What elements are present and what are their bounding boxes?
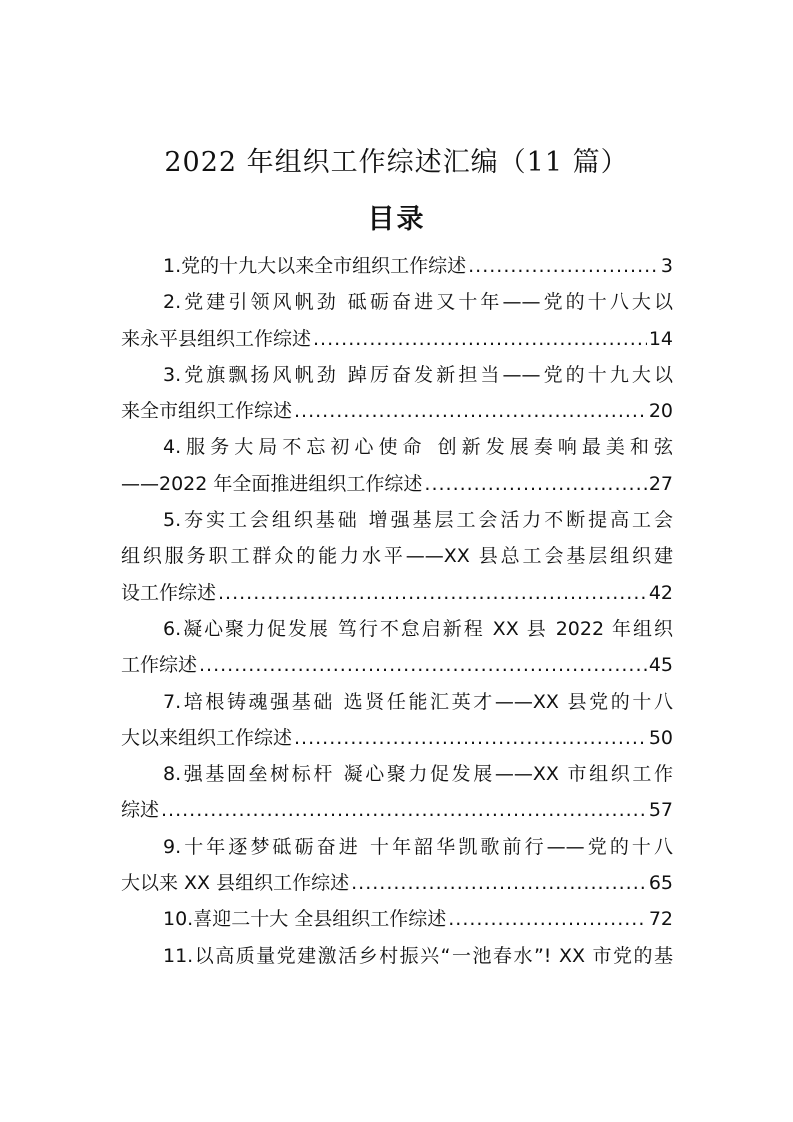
toc-entry[interactable] — [121, 829, 673, 902]
toc-entry-text: 组织服务职工群众的能力水平——XX 县总工会基层组织建 — [121, 545, 673, 568]
toc-page-number: 42 — [648, 581, 673, 604]
toc-entry-text: 2.党建引领风帆劲 砥砺奋进又十年——党的十八大以 — [163, 291, 673, 314]
toc-page-number: 57 — [648, 799, 673, 822]
toc-entry-text: 来全市组织工作综述 — [121, 400, 293, 423]
toc-entry[interactable] — [121, 429, 673, 502]
toc-entry-text: 工作综述 — [121, 654, 198, 677]
toc-page-number: 45 — [648, 654, 673, 677]
toc-entry-text: 10.喜迎二十大 全县组织工作综述 — [163, 908, 447, 931]
toc-heading: 目录 — [367, 204, 426, 235]
toc-page-number: 72 — [648, 908, 673, 931]
toc-entry-text: 大以来组织工作综述 — [121, 726, 293, 749]
toc-page-number: 27 — [648, 472, 673, 495]
toc-entry-text: 11.以高质量党建激活乡村振兴“一池春水”! XX 市党的基 — [163, 944, 673, 967]
dot-leader — [294, 720, 647, 756]
toc-entry-text: 7.培根铸魂强基础 选贤任能汇英才——XX 县党的十八 — [163, 690, 673, 713]
toc-entry-text: 3.党旗飘扬风帆劲 踔厉奋发新担当——党的十九大以 — [163, 363, 673, 386]
toc-entry[interactable] — [121, 284, 673, 357]
toc-page-number: 50 — [648, 726, 673, 749]
dot-leader — [468, 248, 659, 284]
toc-entry-text: 9.十年逐梦砥砺奋进 十年韶华凯歌前行——党的十八 — [163, 835, 673, 858]
toc-entry-text: 综述 — [121, 799, 160, 822]
toc-page-number: 65 — [648, 872, 673, 895]
toc-entry[interactable] — [121, 502, 673, 611]
toc-entry[interactable] — [121, 248, 673, 284]
toc-entry-text: ——2022 年全面推进组织工作综述 — [121, 472, 423, 495]
dot-leader — [313, 321, 647, 357]
table-of-contents — [121, 248, 673, 974]
dot-leader — [161, 792, 647, 828]
dot-leader — [199, 647, 647, 683]
toc-entry-text: 5.夯实工会组织基础 增强基层工会活力不断提高工会 — [163, 509, 673, 532]
toc-page-number: 14 — [648, 327, 673, 350]
toc-entry[interactable] — [121, 357, 673, 430]
dot-leader — [448, 901, 647, 937]
toc-entry-text: 设工作综述 — [121, 581, 217, 604]
document-title: 2022 年组织工作综述汇编（11 篇） — [164, 147, 629, 178]
dot-leader — [218, 575, 647, 611]
toc-entry[interactable] — [121, 611, 673, 684]
toc-entry-text: 大以来 XX 县组织工作综述 — [121, 872, 350, 895]
dot-leader — [424, 466, 646, 502]
toc-page-number: 20 — [648, 400, 673, 423]
toc-entry-text: 6.凝心聚力促发展 笃行不怠启新程 XX 县 2022 年组织 — [163, 617, 673, 640]
toc-entry[interactable] — [121, 901, 673, 937]
toc-entry[interactable] — [121, 938, 673, 974]
toc-page-number: 3 — [660, 255, 673, 277]
dot-leader — [351, 865, 647, 901]
toc-entry-text: 8.强基固垒树标杆 凝心聚力促发展——XX 市组织工作 — [163, 763, 673, 786]
toc-entry-text: 1.党的十九大以来全市组织工作综述 — [163, 255, 467, 277]
toc-entry-text: 来永平县组织工作综述 — [121, 327, 312, 350]
dot-leader — [294, 393, 647, 429]
toc-entry-text: 4.服务大局不忘初心使命 创新发展奏响最美和弦 — [163, 436, 673, 459]
toc-entry[interactable] — [121, 756, 673, 829]
toc-entry[interactable] — [121, 684, 673, 757]
